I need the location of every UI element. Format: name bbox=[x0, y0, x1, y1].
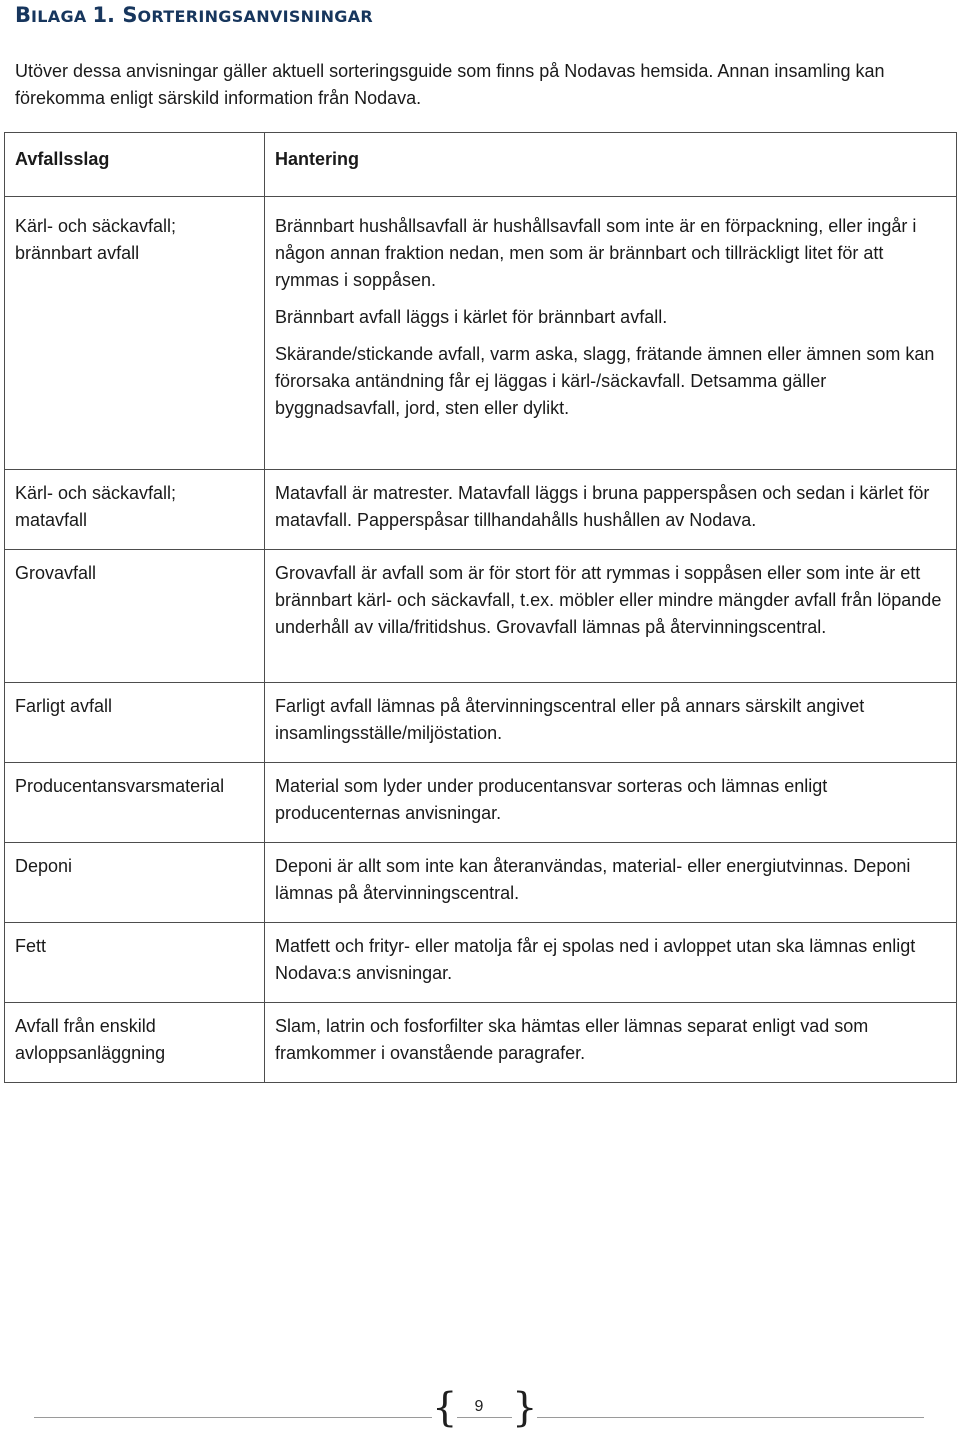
handling-paragraph: Skärande/stickande avfall, varm aska, slagg, frätande ämnen eller ämnen som kan förorsaka antändning får ej läggas i kärl-/säckavfall. Detsamma gäller byggnadsavfall, jord, sten eller dylikt. bbox=[275, 344, 935, 418]
handling-cell: Matavfall är matrester. Matavfall läggs i bruna papperspåsen och sedan i kärlet för matavfall. Papperspåsar tillhandahålls hushållen av Nodava. bbox=[265, 470, 957, 550]
handling-paragraph: Brännbart avfall läggs i kärlet för brännbart avfall. bbox=[275, 307, 668, 327]
table-row bbox=[5, 763, 957, 843]
type-cell: Fett bbox=[5, 923, 265, 1003]
type-cell: Farligt avfall bbox=[5, 683, 265, 763]
type-cell bbox=[5, 1003, 265, 1083]
type-label-line2: brännbart avfall bbox=[15, 243, 140, 263]
right-brace-icon: } bbox=[512, 1385, 538, 1431]
table-row bbox=[5, 843, 957, 923]
intro-paragraph: Utöver dessa anvisningar gäller aktuell sorteringsguide som finns på Nodavas hemsida. Annan insamling kan förekomma enligt särskild information från Nodava. bbox=[15, 61, 885, 108]
type-cell bbox=[5, 197, 265, 470]
type-cell: Grovavfall bbox=[5, 550, 265, 683]
table-header-row bbox=[5, 133, 957, 197]
table-row bbox=[5, 923, 957, 1003]
type-cell: Deponi bbox=[5, 843, 265, 923]
page-heading bbox=[15, 0, 373, 30]
type-label-line1: Kärl- och säckavfall; bbox=[15, 483, 177, 503]
header-avfallsslag: Avfallsslag bbox=[5, 133, 265, 197]
handling-cell: Deponi är allt som inte kan återanvändas, material- eller energiutvinnas. Deponi lämnas på återvinningscentral. bbox=[265, 843, 957, 923]
table-row bbox=[5, 683, 957, 763]
handling-cell: Material som lyder under producentansvar sorteras och lämnas enligt producenternas anvisningar. bbox=[265, 763, 957, 843]
heading-initial-b: B bbox=[15, 3, 32, 27]
handling-cell: Slam, latrin och fosforfilter ska hämtas eller lämnas separat enligt vad som framkommer i ovanstående paragrafer. bbox=[265, 1003, 957, 1083]
handling-paragraph: Brännbart hushållsavfall är hushållsavfall som inte är en förpackning, eller ingår i någon annan fraktion nedan, men som är brännbart och tillräckligt litet för att rymmas i soppåsen. bbox=[275, 216, 917, 290]
type-label-line1: Kärl- och säckavfall; bbox=[15, 216, 177, 236]
type-label-line2: matavfall bbox=[15, 510, 88, 530]
handling-cell: Grovavfall är avfall som är för stort för att rymmas i soppåsen eller som inte är ett brännbart kärl- och säckavfall, t.ex. möbler eller mindre mängder avfall från löpande underhåll av villa/fritidshus. Grovavfall lämnas på återvinningscentral. bbox=[265, 550, 957, 683]
handling-cell: Matfett och frityr- eller matolja får ej spolas ned i avloppet utan ska lämnas enligt Nodava:s anvisningar. bbox=[265, 923, 957, 1003]
page-number: 9 bbox=[464, 1398, 494, 1416]
table-row bbox=[5, 470, 957, 550]
table-row bbox=[5, 1003, 957, 1083]
table-row bbox=[5, 550, 957, 683]
handling-cell: Farligt avfall lämnas på återvinningscentral eller på annars särskilt angivet insamlingsställe/miljöstation. bbox=[265, 683, 957, 763]
heading-word-bilaga: ILAGA bbox=[31, 7, 93, 26]
type-cell: Producentansvarsmaterial bbox=[5, 763, 265, 843]
handling-cell bbox=[265, 197, 957, 470]
table-row bbox=[5, 197, 957, 470]
heading-initial-s: S bbox=[122, 3, 138, 27]
footer-rule bbox=[34, 1417, 924, 1418]
page-footer bbox=[34, 1386, 924, 1434]
left-brace-icon: { bbox=[432, 1385, 458, 1431]
sorting-table bbox=[4, 132, 957, 1083]
type-label-line2: avloppsanläggning bbox=[15, 1043, 166, 1063]
heading-number: 1. bbox=[92, 3, 123, 27]
type-cell bbox=[5, 470, 265, 550]
type-label-line1: Avfall från enskild bbox=[15, 1016, 156, 1036]
heading-word-sorteringsanvisningar: ORTERINGSANVISNINGAR bbox=[137, 7, 374, 26]
header-hantering: Hantering bbox=[265, 133, 957, 197]
